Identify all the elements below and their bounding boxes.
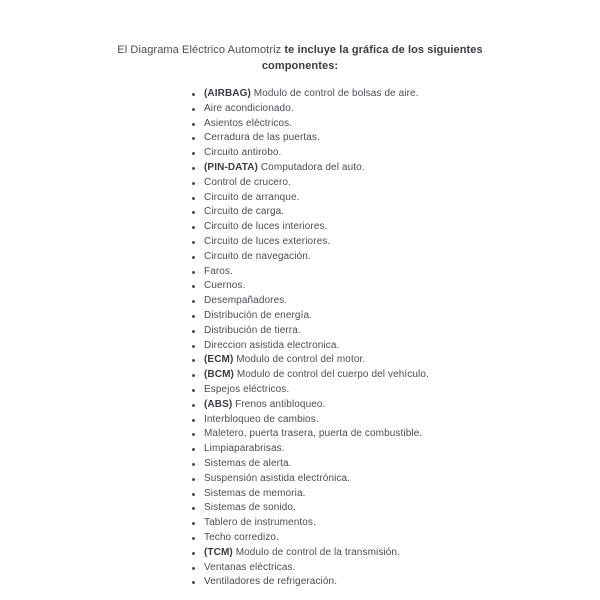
- list-item: [204, 161, 600, 176]
- list-item-text: Direccion asistida electronica.: [204, 339, 340, 351]
- list-item: [204, 398, 600, 413]
- list-item: [204, 353, 600, 368]
- list-item-text: Modulo de control de bolsas de aire.: [250, 88, 419, 99]
- page-title-bold-text: te incluye la gráfica de los siguientes: [284, 44, 483, 56]
- list-item-text: Distribución de energía.: [204, 309, 313, 321]
- list-item-bold-label: (TCM): [204, 546, 233, 558]
- list-item-text: Limpiaparabrisas.: [204, 443, 285, 455]
- list-item-text: Desempañadores.: [204, 295, 288, 307]
- list-item-text: Ventanas eléctricas.: [204, 561, 296, 573]
- list-item: [204, 546, 600, 561]
- list-item: [204, 191, 600, 206]
- list-item: [204, 117, 600, 132]
- list-item-bold-label: (AIRBAG): [204, 88, 251, 99]
- page-title-line2: componentes:: [261, 60, 339, 72]
- list-item: [204, 383, 600, 398]
- list-item-text: Circuito de arranque.: [204, 191, 300, 203]
- list-item: [204, 146, 600, 161]
- list-item-text: Circuito de carga.: [204, 206, 285, 218]
- list-item: [204, 457, 600, 472]
- page-title: [0, 0, 600, 74]
- list-item: [204, 339, 600, 354]
- list-item-text: Asientos eléctricos.: [204, 117, 293, 129]
- list-item-text: Espejos eléctricos.: [204, 383, 290, 395]
- list-item-bold-label: (PIN-DATA): [204, 161, 258, 173]
- list-item: [204, 220, 600, 235]
- list-item-text: Circuito antirobo.: [204, 147, 282, 159]
- components-list: [0, 87, 600, 590]
- list-item-text: Tablero de instrumentos.: [204, 517, 316, 529]
- list-item: [204, 279, 600, 294]
- list-item-text: Circuito de luces interiores.: [204, 221, 328, 233]
- list-item: [204, 176, 600, 191]
- page-title-line1: [0, 42, 600, 58]
- list-item-text: Control de crucero.: [204, 176, 291, 188]
- list-item: [204, 324, 600, 339]
- list-item-text: Suspensión asistida electrónica.: [204, 472, 351, 484]
- list-item-text: Computadora del auto.: [257, 161, 365, 173]
- list-item: [204, 131, 600, 146]
- list-item: [204, 250, 600, 265]
- list-item-text: Modulo de control del motor.: [233, 354, 366, 366]
- list-item: [204, 205, 600, 220]
- list-item-text: Techo corredizo.: [204, 531, 279, 543]
- list-item: [204, 235, 600, 250]
- list-item-text: Distribución de tierra.: [204, 324, 301, 336]
- page-title-normal-text: El Diagrama Eléctrico Automotriz: [117, 44, 285, 56]
- list-item-bold-label: (ABS): [204, 398, 233, 410]
- list-item-text: Aire acondicionado.: [204, 102, 294, 114]
- list-item-text: Modulo de control del cuerpo del vehículo.: [233, 369, 429, 381]
- list-item-text: Cerradura de las puertas.: [204, 132, 320, 144]
- list-item: [204, 368, 600, 383]
- list-item-text: Sistemas de alerta.: [204, 457, 292, 469]
- list-item-text: Sistemas de memoria.: [204, 487, 306, 499]
- list-item: [204, 501, 600, 516]
- list-item: [204, 265, 600, 280]
- list-item: [204, 561, 600, 576]
- list-item-text: Interbloqueo de cambios.: [204, 413, 319, 425]
- list-item: [204, 294, 600, 309]
- list-item-text: Circuito de navegación.: [204, 250, 311, 262]
- list-item-text: Ventiladores de refrigeración.: [204, 576, 338, 588]
- list-item: [204, 516, 600, 531]
- list-item-text: Circuito de luces exteriores.: [204, 235, 331, 247]
- list-item-text: Maletero, puerta trasera, puerta de combustible.: [204, 428, 423, 440]
- list-item: [204, 87, 600, 102]
- list-item: [204, 427, 600, 442]
- list-item: [204, 102, 600, 117]
- list-item-text: Modulo de control de la transmisión.: [232, 546, 400, 558]
- list-item: [204, 309, 600, 324]
- list-item: [204, 531, 600, 546]
- list-item: [204, 575, 600, 590]
- list-item: [204, 487, 600, 502]
- list-item-text: Cuernos.: [204, 280, 246, 292]
- list-item: [204, 472, 600, 487]
- list-item-bold-label: (ECM): [204, 354, 234, 366]
- list-item-bold-label: (BCM): [204, 369, 234, 381]
- list-item: [204, 442, 600, 457]
- list-item-text: Faros.: [204, 265, 233, 277]
- list-item-text: Frenos antibloqueo.: [232, 398, 326, 410]
- list-item: [204, 413, 600, 428]
- list-item-text: Sistemas de sonido.: [204, 502, 296, 514]
